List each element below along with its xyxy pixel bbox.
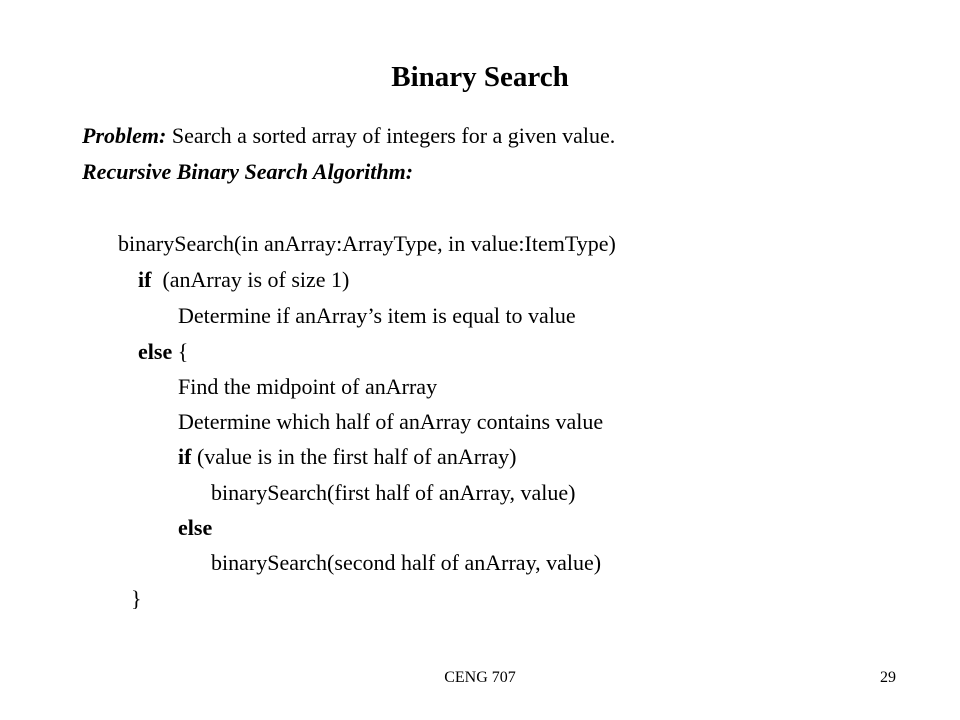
code-inner-if-keyword: if bbox=[178, 444, 192, 469]
footer-course: CENG 707 bbox=[444, 669, 516, 686]
problem-label: Problem: bbox=[82, 123, 167, 148]
code-else-brace: { bbox=[172, 339, 189, 364]
footer-page-number: 29 bbox=[880, 669, 896, 686]
slide-title: Binary Search bbox=[391, 61, 569, 93]
code-recurse-first: binarySearch(first half of anArray, value) bbox=[211, 480, 576, 505]
algorithm-heading: Recursive Binary Search Algorithm: bbox=[82, 159, 414, 184]
code-else-keyword: else bbox=[138, 339, 173, 364]
code-determine-half: Determine which half of anArray contains value bbox=[178, 409, 604, 434]
code-signature: binarySearch(in anArray:ArrayType, in value:ItemType) bbox=[118, 231, 616, 256]
code-recurse-second: binarySearch(second half of anArray, value) bbox=[211, 550, 602, 575]
code-determine-equal: Determine if anArray’s item is equal to value bbox=[178, 303, 576, 328]
code-if-line bbox=[138, 266, 349, 294]
code-inner-if-condition: (value is in the first half of anArray) bbox=[191, 444, 517, 469]
code-inner-if-line bbox=[178, 443, 516, 471]
code-if-keyword: if bbox=[138, 267, 152, 292]
code-if-condition: (anArray is of size 1) bbox=[151, 267, 350, 292]
code-closing-brace: } bbox=[131, 586, 142, 611]
problem-text: Search a sorted array of integers for a given value. bbox=[166, 123, 616, 148]
code-else-line bbox=[138, 338, 188, 366]
code-find-midpoint: Find the midpoint of anArray bbox=[178, 374, 438, 399]
code-inner-else-keyword: else bbox=[178, 515, 213, 540]
problem-statement bbox=[82, 122, 615, 150]
